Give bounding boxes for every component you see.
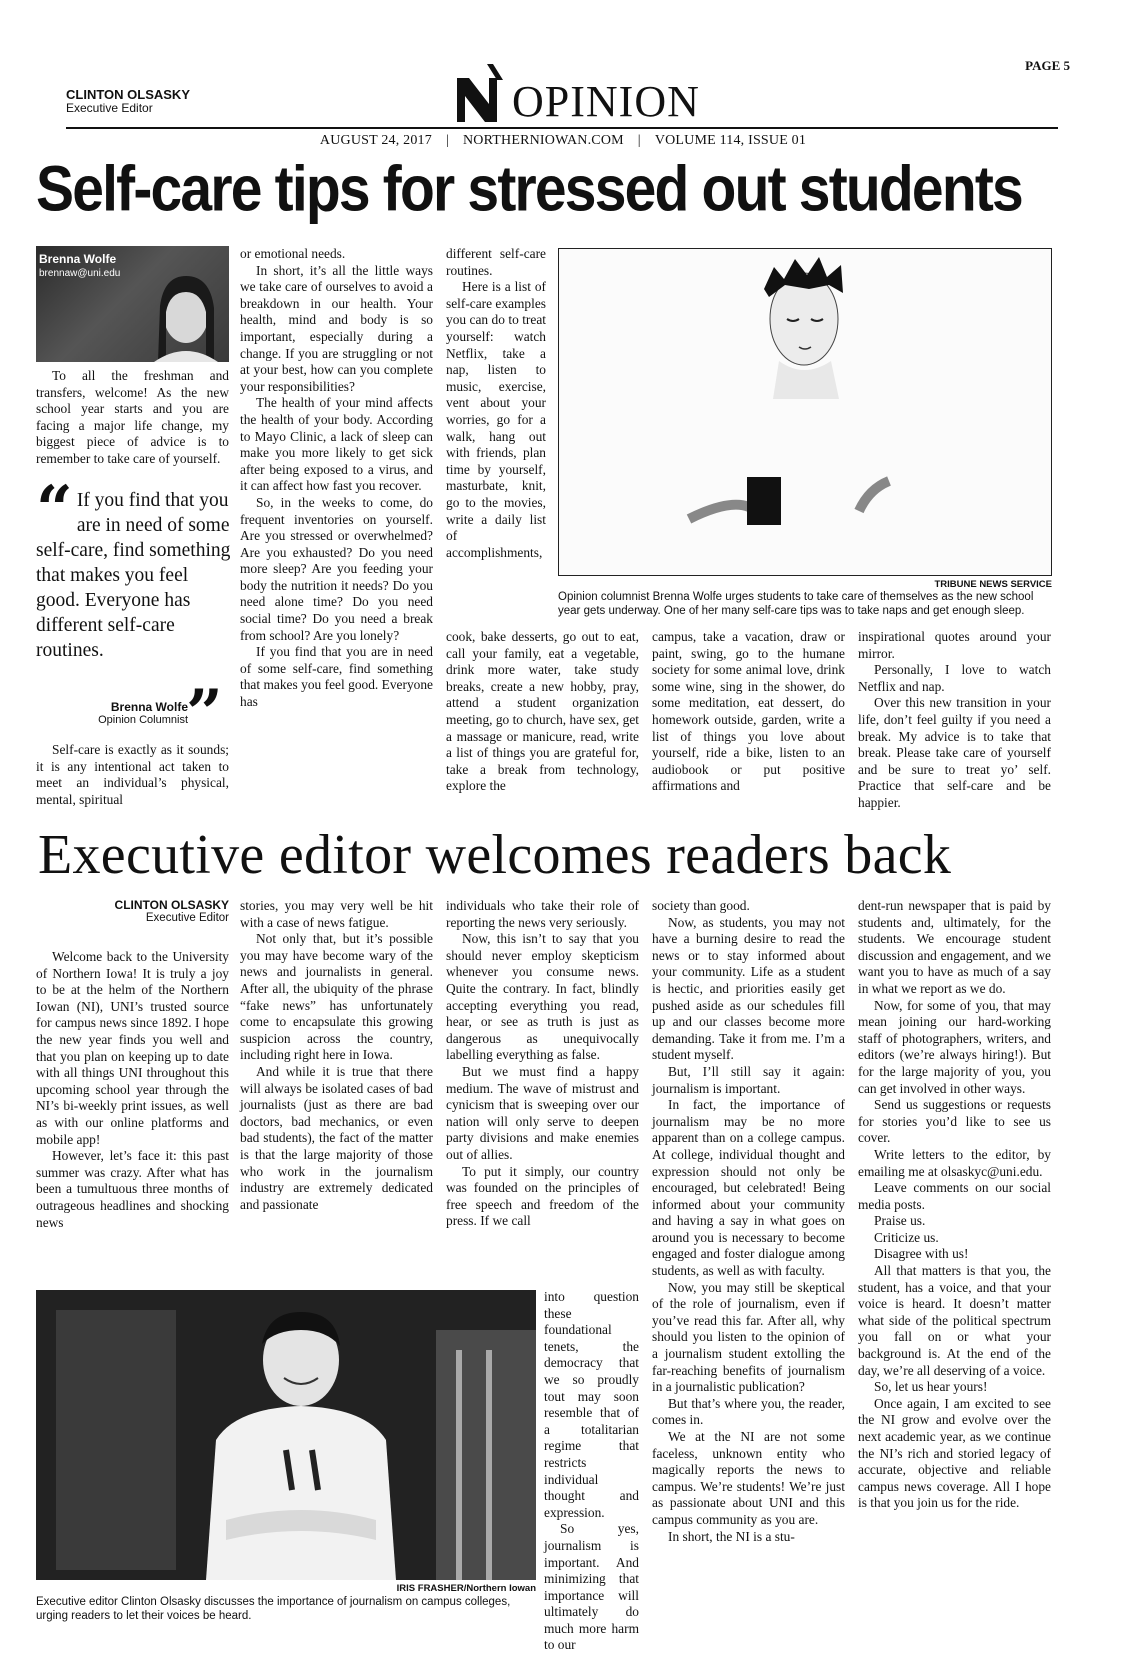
paragraph: Welcome back to the University of Northern Iowa! It is truly a joy to be at the helm of the Northern Iowan (NI), UNI’s trusted source for campus news since 1892. I hope the new year finds you well and that you plan on keeping up to date with all things UNI throughout this upcoming school year through the NI’s bi-weekly print issues, as well as with our online platforms and mobile app! (36, 949, 229, 1147)
paragraph: We at the NI are not some faceless, unknown entity who magically reports the news to campus. We’re students! We’re just as passionate about UNI and this campus community as you are. (652, 1429, 845, 1527)
article2-photo (36, 1290, 536, 1580)
paragraph: Here is a list of self-care examples you can do to treat yourself: watch Netflix, take a nap, listen to music, exercise, vent about your worries, go for a walk, hang out with friends, plan time by yourself, masturbate, knit, go to the movies, write a daily list of accomplishments, (446, 279, 546, 560)
paragraph: To put it simply, our country was founded on the principles of free speech and freedom of the press. If we call (446, 1163, 639, 1229)
paragraph: Criticize us. (874, 1229, 939, 1245)
paragraph: Over this new transition in your life, don’t feel guilty if you need a break. My advice is to take that break. Please take care of yourself and be sure to treat yo’ self. Practice that self-care and be happier. (858, 695, 1051, 810)
article1-headline: Self-care tips for stressed out students (36, 153, 1022, 226)
close-quote-icon: ” (186, 676, 223, 751)
article2-byline (36, 898, 229, 926)
paragraph: In short, it’s all the little ways we take care of ourselves to avoid a breakdown in our health. Your health, mind and body is so important, especially during a change. If you are struggling or not at your best, how can you complete your responsibilities? (240, 262, 433, 394)
paragraph: society than good. (652, 898, 750, 913)
article2-col3-bottom (544, 1289, 639, 1654)
paragraph: In short, the NI is a stu- (668, 1528, 795, 1544)
article1-col5 (858, 629, 1051, 812)
article1-photo (558, 248, 1052, 576)
sleeping-student-icon (559, 249, 1052, 576)
paragraph: And while it is true that there will always be isolated cases of bad journalists (just as there are bad doctors, bad mechanics, or even bad students), the fact of the matter is that the large majority of those who work in the journalism industry are extremely dedicated and passionate (240, 1063, 433, 1212)
article2-headline: Executive editor welcomes readers back (38, 824, 952, 886)
paragraph: To all the freshman and transfers, welcome! As the new school year starts and you are facing a major life change, my biggest piece of advice is to remember to take care of yourself. (36, 368, 229, 466)
paragraph: Disagree with us! (874, 1246, 969, 1262)
paragraph: into question these foundational tenets, the democracy that we so proudly tout may soon resemble that of a totalitarian regime that restricts individual thought and expression. (544, 1289, 639, 1520)
section-title: OPINION (512, 77, 700, 126)
paragraph: cook, bake desserts, go out to eat, call your family, eat a vegetable, drink more water, take study breaks, create a new hobby, pray, attend a student organization meeting, go to church, have sex, get a massage or manicure, read, write a list of things you are grateful for, take a break from technology, explore the (446, 629, 639, 794)
paragraph: But we must find a happy medium. The wave of mistrust and cynicism that is sweeping over our nation will only serve to deepen party divisions and make enemies out of allies. (446, 1063, 639, 1162)
paragraph: Not only that, but it’s possible you may have become wary of the news and journalists in general. After all, the ubiquity of the phrase “fake news” has unfortunately come to encapsulate this growing suspicion across the country, including right here in Iowa. (240, 931, 433, 1063)
pull-quote-text: If you find that you are in need of some self-care, find something that makes you feel good. Everyone has different self-care routines. (36, 490, 231, 661)
article2-col3-top (446, 898, 639, 1230)
paragraph: If you find that you are in need of some self-care, find something that makes you feel good. Everyone has (240, 644, 433, 710)
article1-photo-credit: TRIBUNE NEWS SERVICE (934, 579, 1052, 590)
open-quote-icon: “ (36, 472, 73, 547)
paragraph: Self-care is exactly as it sounds; it is any intentional act taken to meet an individual’s physical, mental, spiritual (36, 742, 229, 807)
paragraph: So yes, journalism is important. And minimizing that importance will ultimately do much more harm to our (544, 1521, 639, 1653)
masthead-editor-name: CLINTON OLSASKY (66, 87, 190, 102)
article2-col5 (858, 898, 1051, 1512)
author-email[interactable]: brennaw@uni.edu (39, 268, 121, 279)
paragraph: Now, for some of you, that may mean joining our hard-working staff of photographers, writers, and editors (we’re always hiring!). But for the large majority of you, you can get involved in other ways. (858, 997, 1051, 1096)
paragraph: campus, take a vacation, draw or paint, swing, go to the humane society for some animal love, drink some wine, sing in the shower, do some meditation, eat dessert, do homework outside, garden, write a list of things you love about yourself, ride a bike, listen to an audiobook or put positive affirmations and (652, 629, 845, 794)
masthead-editor (66, 88, 190, 115)
article1-col2 (240, 246, 433, 711)
paragraph: All that matters is that you, the student, has a voice, and that your voice is heard. It doesn’t matter what side of the political spectrum you fall on or what your background is. At the end of the day, we’re all deserving of a voice. (858, 1263, 1051, 1378)
paragraph: So, let us hear yours! (874, 1379, 988, 1395)
issue-date: AUGUST 24, 2017 (319, 133, 432, 148)
article2-col4 (652, 898, 845, 1545)
paragraph: Send us suggestions or requests for stories you’d like to see us cover. (858, 1097, 1051, 1146)
paragraph: But that’s where you, the reader, comes in. (652, 1395, 845, 1428)
volume-issue: VOLUME 114, ISSUE 01 (654, 133, 807, 148)
pull-quote-author: Brenna Wolfe (110, 700, 188, 714)
author-photo (36, 246, 229, 362)
paragraph: The health of your mind affects the health of your body. According to Mayo Clinic, a lack of sleep can make you more likely to get sick after being exposed to a virus, and it can affect how fast you recover. (240, 395, 433, 494)
article1-col4 (652, 629, 845, 795)
paragraph: So, in the weeks to come, do frequent inventories on yourself. Are you stressed or overwhelmed? Are you exhausted? Do you need more sleep? Are you feeding your body the nutrition it needs? Do you need alone time? Do you need social time? Do you need a break from school? Are you lonely? (240, 494, 433, 643)
editor-portrait-icon (36, 1290, 536, 1580)
masthead-editor-title: Executive Editor (66, 101, 153, 116)
author-photo-name: Brenna Wolfe (39, 252, 117, 266)
pull-quote (36, 472, 232, 663)
article1-col1-top (36, 368, 229, 468)
article2-col2 (240, 898, 433, 1213)
paragraph: individuals who take their role of reporting the news very seriously. (446, 898, 639, 930)
masthead-rule (66, 127, 1058, 129)
paragraph: stories, you may very well be hit with a case of news fatigue. (240, 898, 433, 930)
paragraph: But, I’ll still say it again: journalism is important. (652, 1063, 845, 1096)
paragraph: Leave comments on our social media posts. (858, 1180, 1051, 1212)
byline-role: Executive Editor (145, 912, 229, 925)
paragraph: Personally, I love to watch Netflix and nap. (858, 662, 1051, 694)
pull-quote-attribution (36, 700, 188, 728)
article1-col1-bottom (36, 742, 229, 808)
page-number: PAGE 5 (1025, 58, 1070, 73)
website-link[interactable]: NORTHERNIOWAN.COM (462, 133, 624, 148)
paragraph: or emotional needs. (240, 246, 346, 261)
article1-col3-top (446, 246, 546, 561)
paragraph: different self-care routines. (446, 246, 546, 278)
paragraph: However, let’s face it: this past summer was crazy. After what has been a tumultuous three months of outrageous headlines and shocking news (36, 1148, 229, 1230)
dateline: AUGUST 24, 2017 | NORTHERNIOWAN.COM | VOLUME 114, ISSUE 01 (319, 133, 807, 148)
paragraph: Now, this isn’t to say that you should never employ skepticism whenever you consume news. Quite the contrary. In fact, blindly accepting everything you read, hear, or see as truth is just as dangerous as unequivocally labelling everything as false. (446, 931, 639, 1063)
article1-photo-caption: Opinion columnist Brenna Wolfe urges students to take care of themselves as the new school year gets underway. One of her many self-care tips was to take naps and get enough sleep. (558, 591, 1034, 617)
article1-col3-bottom (446, 629, 639, 795)
pull-quote-role: Opinion Columnist (98, 714, 188, 727)
article2-col1 (36, 949, 229, 1231)
byline-name: CLINTON OLSASKY (114, 898, 229, 912)
northern-iowan-logo-icon (455, 64, 503, 124)
paragraph: dent-run newspaper that is paid by students and, ultimately, for the students. We encourage student discussion and engagement, and we want you to have as much of a say in what we report as we do. (858, 898, 1051, 996)
paragraph: Write letters to the editor, by emailing me at olsaskyc@uni.edu. (858, 1146, 1051, 1179)
article2-photo-credit: IRIS FRASHER/Northern Iowan (396, 1583, 536, 1594)
article2-photo-caption: Executive editor Clinton Olsasky discusses the importance of journalism on campus colleges, urging readers to let their voices be heard. (36, 1596, 511, 1622)
paragraph: In fact, the importance of journalism may be no more apparent than on a college campus. At college, individual thought and expression should not only be encouraged, but celebrated! Being informed about your community and having a say in what goes on around you is necessary to become engaged and foster dialogue among students, as well as with faculty. (652, 1097, 845, 1279)
paragraph: Now, as students, you may not have a burning desire to read the news or to stay informed about your community. Life as a student is hectic, and priorities easily get pushed aside as our schedules fill up and our classes become more demanding. Take it from me. I’m a student myself. (652, 914, 845, 1063)
paragraph: inspirational quotes around your mirror. (858, 629, 1051, 661)
paragraph: Now, you may still be skeptical of the role of journalism, even if you’ve read this far. After all, why should you listen to the opinion of a journalism student extolling the far-reaching benefits of journalism in a journalistic publication? (652, 1279, 845, 1395)
paragraph: Once again, I am excited to see the NI grow and evolve over the next academic year, as we continue the NI’s rich and storied legacy of accurate, objective and reliable campus news coverage. All I hope is that you join us for the ride. (858, 1395, 1051, 1511)
paragraph: Praise us. (874, 1213, 926, 1229)
